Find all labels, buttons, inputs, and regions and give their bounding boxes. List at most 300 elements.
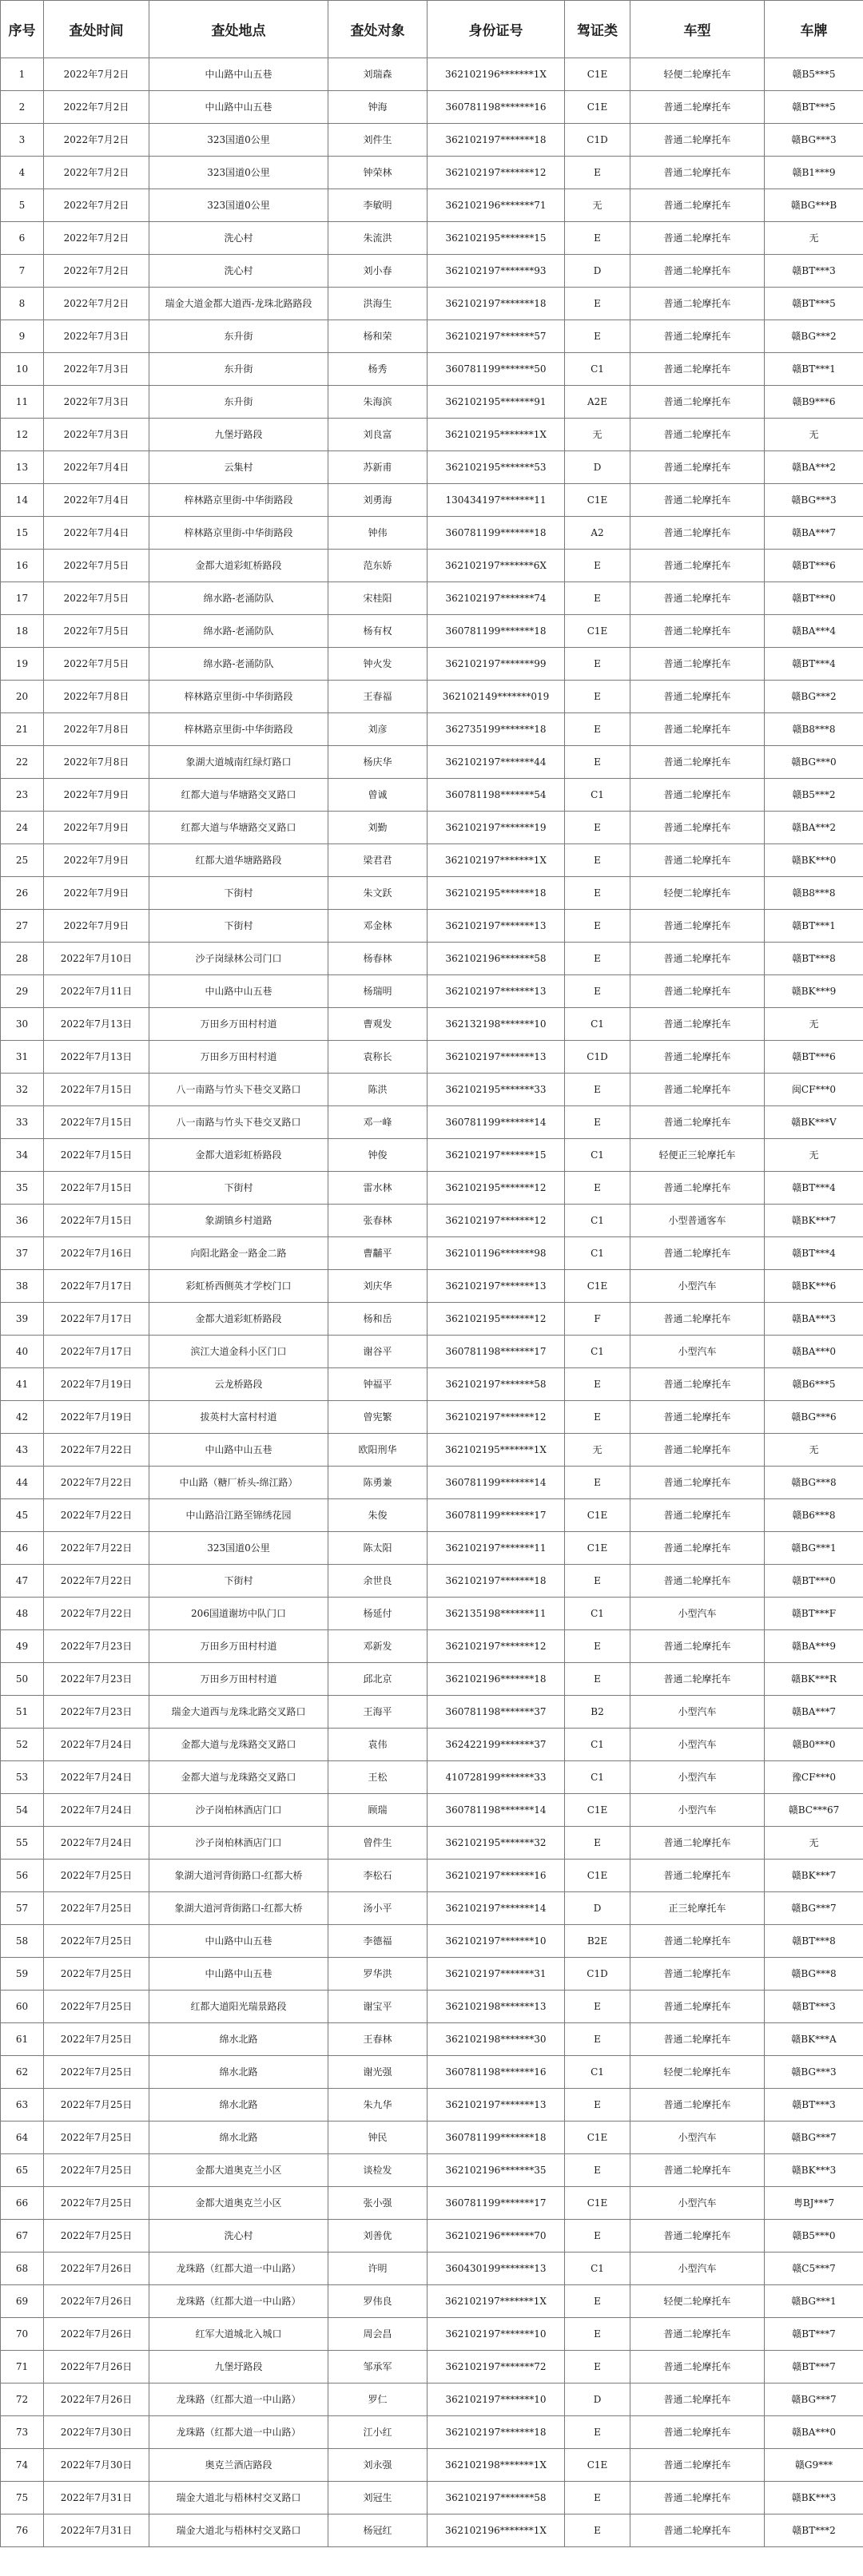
table-header <box>1 1 863 58</box>
cell-license-class: C1D <box>565 124 630 157</box>
cell-license-class: E <box>565 812 630 844</box>
cell-person: 朱文跃 <box>328 877 428 910</box>
table-row <box>1 910 863 943</box>
cell-id-number: 362102197*******13 <box>428 1041 565 1074</box>
cell-id-number: 360781199*******50 <box>428 353 565 386</box>
cell-date: 2022年7月4日 <box>44 484 149 517</box>
cell-index: 26 <box>1 877 44 910</box>
cell-location: 梓林路京里街-中华街路段 <box>149 517 328 550</box>
cell-id-number: 360781198*******37 <box>428 1696 565 1729</box>
cell-person: 刘小春 <box>328 255 428 288</box>
cell-id-number: 362102197*******10 <box>428 2383 565 2416</box>
cell-vehicle-type: 普通二轮摩托车 <box>630 1434 765 1467</box>
cell-id-number: 362102197*******12 <box>428 1630 565 1663</box>
cell-id-number: 362102197*******14 <box>428 1892 565 1925</box>
cell-vehicle-type: 普通二轮摩托车 <box>630 484 765 517</box>
cell-date: 2022年7月23日 <box>44 1696 149 1729</box>
table-row <box>1 386 863 419</box>
cell-plate: 赣BK***R <box>765 1663 863 1696</box>
cell-license-class: C1E <box>565 1532 630 1565</box>
cell-plate: 无 <box>765 222 863 255</box>
table-row <box>1 681 863 713</box>
cell-person: 钟福平 <box>328 1368 428 1401</box>
cell-location: 绵水路-老涌防队 <box>149 648 328 681</box>
cell-id-number: 360781199*******18 <box>428 517 565 550</box>
cell-location: 象湖大道河背街路口-红都大桥 <box>149 1892 328 1925</box>
cell-index: 7 <box>1 255 44 288</box>
cell-location: 奥克兰酒店路段 <box>149 2449 328 2482</box>
cell-index: 5 <box>1 189 44 222</box>
cell-person: 谢光强 <box>328 2056 428 2089</box>
cell-vehicle-type: 普通二轮摩托车 <box>630 746 765 779</box>
cell-license-class: E <box>565 157 630 189</box>
cell-plate: 赣B5***0 <box>765 2220 863 2253</box>
table-row <box>1 1368 863 1401</box>
cell-vehicle-type: 小型汽车 <box>630 1696 765 1729</box>
cell-index: 52 <box>1 1729 44 1761</box>
cell-date: 2022年7月8日 <box>44 681 149 713</box>
table-row <box>1 1630 863 1663</box>
cell-vehicle-type: 小型汽车 <box>630 1794 765 1827</box>
cell-license-class: C1E <box>565 2122 630 2154</box>
cell-index: 4 <box>1 157 44 189</box>
cell-plate: 无 <box>765 419 863 451</box>
table-row <box>1 2285 863 2318</box>
cell-license-class: E <box>565 2514 630 2547</box>
table-row <box>1 2416 863 2449</box>
cell-plate: 赣BK***9 <box>765 975 863 1008</box>
cell-id-number: 362102197*******13 <box>428 1270 565 1303</box>
cell-id-number: 362102197*******58 <box>428 1368 565 1401</box>
cell-index: 13 <box>1 451 44 484</box>
table-row <box>1 1991 863 2023</box>
cell-id-number: 362102197*******12 <box>428 1205 565 1237</box>
table-row <box>1 1205 863 1237</box>
table-row <box>1 2220 863 2253</box>
cell-vehicle-type: 普通二轮摩托车 <box>630 2514 765 2547</box>
cell-id-number: 362102196*******70 <box>428 2220 565 2253</box>
cell-index: 27 <box>1 910 44 943</box>
cell-date: 2022年7月26日 <box>44 2351 149 2383</box>
cell-vehicle-type: 小型汽车 <box>630 2187 765 2220</box>
cell-license-class: 无 <box>565 1434 630 1467</box>
cell-id-number: 362102197*******57 <box>428 320 565 353</box>
cell-location: 绵水路-老涌防队 <box>149 582 328 615</box>
cell-vehicle-type: 普通二轮摩托车 <box>630 844 765 877</box>
cell-location: 红都大道华塘路路段 <box>149 844 328 877</box>
cell-id-number: 360781199*******14 <box>428 1106 565 1139</box>
cell-index: 59 <box>1 1958 44 1991</box>
cell-date: 2022年7月5日 <box>44 550 149 582</box>
cell-license-class: E <box>565 1827 630 1860</box>
cell-person: 刘庆华 <box>328 1270 428 1303</box>
cell-vehicle-type: 普通二轮摩托车 <box>630 2482 765 2514</box>
cell-license-class: E <box>565 2089 630 2122</box>
cell-location: 金都大道奥克兰小区 <box>149 2187 328 2220</box>
table-row <box>1 1598 863 1630</box>
cell-license-class: E <box>565 746 630 779</box>
cell-person: 钟海 <box>328 91 428 124</box>
cell-id-number: 362102197*******18 <box>428 124 565 157</box>
cell-date: 2022年7月19日 <box>44 1401 149 1434</box>
table-row <box>1 157 863 189</box>
cell-id-number: 360781199*******17 <box>428 1499 565 1532</box>
table-row <box>1 255 863 288</box>
cell-date: 2022年7月2日 <box>44 58 149 91</box>
cell-date: 2022年7月23日 <box>44 1630 149 1663</box>
cell-id-number: 360781199*******18 <box>428 2122 565 2154</box>
cell-person: 邓一峰 <box>328 1106 428 1139</box>
cell-license-class: C1 <box>565 1139 630 1172</box>
cell-plate: 赣BG***1 <box>765 1532 863 1565</box>
cell-location: 323国道0公里 <box>149 124 328 157</box>
cell-index: 11 <box>1 386 44 419</box>
cell-vehicle-type: 小型汽车 <box>630 1270 765 1303</box>
cell-date: 2022年7月8日 <box>44 713 149 746</box>
table-row <box>1 1696 863 1729</box>
cell-plate: 赣BA***3 <box>765 1303 863 1336</box>
table-row <box>1 2056 863 2089</box>
cell-id-number: 362102197*******12 <box>428 157 565 189</box>
cell-person: 周会昌 <box>328 2318 428 2351</box>
cell-plate: 赣B6***5 <box>765 1368 863 1401</box>
cell-vehicle-type: 普通二轮摩托车 <box>630 2318 765 2351</box>
cell-id-number: 362102198*******30 <box>428 2023 565 2056</box>
cell-location: 绵水北路 <box>149 2023 328 2056</box>
cell-location: 九堡圩路段 <box>149 2351 328 2383</box>
cell-person: 杨冠红 <box>328 2514 428 2547</box>
cell-date: 2022年7月22日 <box>44 1565 149 1598</box>
header-index: 序号 <box>1 1 44 58</box>
cell-person: 钟火发 <box>328 648 428 681</box>
cell-index: 57 <box>1 1892 44 1925</box>
cell-plate: 赣BT***2 <box>765 2514 863 2547</box>
cell-person: 曹观发 <box>328 1008 428 1041</box>
cell-location: 中山路中山五巷 <box>149 975 328 1008</box>
cell-location: 洗心村 <box>149 222 328 255</box>
cell-index: 56 <box>1 1860 44 1892</box>
cell-index: 34 <box>1 1139 44 1172</box>
cell-vehicle-type: 普通二轮摩托车 <box>630 255 765 288</box>
cell-index: 55 <box>1 1827 44 1860</box>
cell-license-class: E <box>565 1991 630 2023</box>
cell-id-number: 362102196*******1X <box>428 58 565 91</box>
cell-date: 2022年7月25日 <box>44 1958 149 1991</box>
cell-vehicle-type: 普通二轮摩托车 <box>630 288 765 320</box>
cell-date: 2022年7月24日 <box>44 1827 149 1860</box>
cell-license-class: E <box>565 844 630 877</box>
cell-location: 沙子岗绿林公司门口 <box>149 943 328 975</box>
cell-location: 红都大道阳光瑞景路段 <box>149 1991 328 2023</box>
cell-license-class: E <box>565 1401 630 1434</box>
table-row <box>1 451 863 484</box>
cell-location: 下街村 <box>149 910 328 943</box>
cell-location: 九堡圩路段 <box>149 419 328 451</box>
cell-vehicle-type: 普通二轮摩托车 <box>630 1237 765 1270</box>
cell-license-class: E <box>565 2154 630 2187</box>
cell-id-number: 362102195*******12 <box>428 1303 565 1336</box>
cell-location: 下街村 <box>149 877 328 910</box>
table-row <box>1 648 863 681</box>
cell-plate: 赣BT***5 <box>765 91 863 124</box>
table-row <box>1 320 863 353</box>
cell-date: 2022年7月16日 <box>44 1237 149 1270</box>
cell-index: 16 <box>1 550 44 582</box>
cell-date: 2022年7月15日 <box>44 1106 149 1139</box>
cell-vehicle-type: 小型汽车 <box>630 1336 765 1368</box>
cell-id-number: 362102197*******16 <box>428 1860 565 1892</box>
cell-license-class: E <box>565 320 630 353</box>
cell-id-number: 362102195*******12 <box>428 1172 565 1205</box>
cell-person: 曹黼平 <box>328 1237 428 1270</box>
cell-plate: 赣BG***6 <box>765 1401 863 1434</box>
cell-person: 雷水林 <box>328 1172 428 1205</box>
cell-vehicle-type: 普通二轮摩托车 <box>630 451 765 484</box>
cell-person: 王春福 <box>328 681 428 713</box>
cell-location: 瑞金大道金都大道西-龙珠北路路段 <box>149 288 328 320</box>
cell-plate: 赣BT***8 <box>765 943 863 975</box>
cell-location: 万田乡万田村村道 <box>149 1041 328 1074</box>
table-row <box>1 1663 863 1696</box>
table-row <box>1 2449 863 2482</box>
table-row <box>1 615 863 648</box>
cell-index: 75 <box>1 2482 44 2514</box>
cell-index: 18 <box>1 615 44 648</box>
cell-date: 2022年7月3日 <box>44 419 149 451</box>
cell-location: 云集村 <box>149 451 328 484</box>
cell-license-class: B2E <box>565 1925 630 1958</box>
cell-location: 龙珠路（红都大道一中山路） <box>149 2383 328 2416</box>
cell-date: 2022年7月17日 <box>44 1303 149 1336</box>
cell-plate: 赣BG***8 <box>765 1467 863 1499</box>
cell-person: 曾诚 <box>328 779 428 812</box>
cell-date: 2022年7月3日 <box>44 386 149 419</box>
table-row <box>1 1237 863 1270</box>
cell-id-number: 360781199*******18 <box>428 615 565 648</box>
cell-plate: 赣BA***2 <box>765 812 863 844</box>
cell-index: 58 <box>1 1925 44 1958</box>
cell-index: 49 <box>1 1630 44 1663</box>
cell-vehicle-type: 普通二轮摩托车 <box>630 1499 765 1532</box>
header-license-class: 驾证类 <box>565 1 630 58</box>
table-row <box>1 2122 863 2154</box>
cell-person: 袁伟 <box>328 1729 428 1761</box>
cell-vehicle-type: 普通二轮摩托车 <box>630 1303 765 1336</box>
cell-license-class: C1 <box>565 2056 630 2089</box>
cell-index: 72 <box>1 2383 44 2416</box>
cell-plate: 赣BT***3 <box>765 2089 863 2122</box>
table-row <box>1 1106 863 1139</box>
cell-person: 王松 <box>328 1761 428 1794</box>
cell-vehicle-type: 普通二轮摩托车 <box>630 550 765 582</box>
cell-date: 2022年7月25日 <box>44 2220 149 2253</box>
cell-plate: 赣BA***7 <box>765 517 863 550</box>
cell-location: 323国道0公里 <box>149 157 328 189</box>
cell-license-class: D <box>565 2383 630 2416</box>
cell-vehicle-type: 小型汽车 <box>630 1729 765 1761</box>
cell-id-number: 362102195*******1X <box>428 419 565 451</box>
cell-vehicle-type: 普通二轮摩托车 <box>630 713 765 746</box>
cell-location: 绵水北路 <box>149 2056 328 2089</box>
cell-location: 瑞金大道北与梧林村交叉路口 <box>149 2482 328 2514</box>
cell-person: 刘良富 <box>328 419 428 451</box>
cell-vehicle-type: 普通二轮摩托车 <box>630 2089 765 2122</box>
cell-license-class: E <box>565 1106 630 1139</box>
cell-location: 瑞金大道西与龙珠北路交叉路口 <box>149 1696 328 1729</box>
cell-vehicle-type: 普通二轮摩托车 <box>630 1958 765 1991</box>
cell-date: 2022年7月13日 <box>44 1041 149 1074</box>
cell-date: 2022年7月9日 <box>44 910 149 943</box>
cell-id-number: 362102197*******13 <box>428 2089 565 2122</box>
cell-date: 2022年7月8日 <box>44 746 149 779</box>
table-row <box>1 779 863 812</box>
header-date: 查处时间 <box>44 1 149 58</box>
cell-plate: 赣B6***8 <box>765 1499 863 1532</box>
cell-plate: 赣B5***2 <box>765 779 863 812</box>
cell-person: 李德福 <box>328 1925 428 1958</box>
cell-date: 2022年7月31日 <box>44 2482 149 2514</box>
table-row <box>1 746 863 779</box>
cell-license-class: C1 <box>565 1008 630 1041</box>
cell-plate: 赣BT***F <box>765 1598 863 1630</box>
cell-plate: 赣B0***0 <box>765 1729 863 1761</box>
cell-vehicle-type: 普通二轮摩托车 <box>630 189 765 222</box>
cell-vehicle-type: 普通二轮摩托车 <box>630 1008 765 1041</box>
cell-id-number: 362102196*******58 <box>428 943 565 975</box>
cell-vehicle-type: 普通二轮摩托车 <box>630 910 765 943</box>
cell-license-class: E <box>565 550 630 582</box>
cell-index: 29 <box>1 975 44 1008</box>
cell-id-number: 362102195*******1X <box>428 1434 565 1467</box>
cell-vehicle-type: 普通二轮摩托车 <box>630 91 765 124</box>
cell-plate: 赣BT***0 <box>765 582 863 615</box>
table-row <box>1 517 863 550</box>
table-row <box>1 1074 863 1106</box>
cell-location: 323国道0公里 <box>149 189 328 222</box>
cell-location: 万田乡万田村村道 <box>149 1663 328 1696</box>
cell-vehicle-type: 小型汽车 <box>630 1761 765 1794</box>
cell-index: 31 <box>1 1041 44 1074</box>
table-row <box>1 1336 863 1368</box>
cell-index: 25 <box>1 844 44 877</box>
cell-person: 顾瑞 <box>328 1794 428 1827</box>
cell-index: 30 <box>1 1008 44 1041</box>
cell-vehicle-type: 普通二轮摩托车 <box>630 1630 765 1663</box>
cell-date: 2022年7月13日 <box>44 1008 149 1041</box>
cell-plate: 赣BG***1 <box>765 2285 863 2318</box>
cell-date: 2022年7月22日 <box>44 1598 149 1630</box>
cell-person: 余世良 <box>328 1565 428 1598</box>
cell-location: 金都大道彩虹桥路段 <box>149 1139 328 1172</box>
cell-person: 谈检发 <box>328 2154 428 2187</box>
cell-person: 江小红 <box>328 2416 428 2449</box>
cell-license-class: D <box>565 255 630 288</box>
table-row <box>1 2514 863 2547</box>
cell-plate: 赣BT***8 <box>765 1925 863 1958</box>
cell-vehicle-type: 普通二轮摩托车 <box>630 2220 765 2253</box>
cell-index: 50 <box>1 1663 44 1696</box>
cell-date: 2022年7月11日 <box>44 975 149 1008</box>
table-row <box>1 877 863 910</box>
cell-vehicle-type: 普通二轮摩托车 <box>630 386 765 419</box>
cell-plate: 赣BG***2 <box>765 681 863 713</box>
cell-index: 63 <box>1 2089 44 2122</box>
cell-index: 44 <box>1 1467 44 1499</box>
cell-location: 中山路沿江路至锦绣花园 <box>149 1499 328 1532</box>
cell-location: 绵水路-老涌防队 <box>149 615 328 648</box>
table-row <box>1 1467 863 1499</box>
cell-location: 东升街 <box>149 353 328 386</box>
cell-location: 绵水北路 <box>149 2089 328 2122</box>
cell-id-number: 362102197*******74 <box>428 582 565 615</box>
cell-date: 2022年7月25日 <box>44 2187 149 2220</box>
cell-person: 邹承军 <box>328 2351 428 2383</box>
cell-index: 47 <box>1 1565 44 1598</box>
cell-license-class: E <box>565 943 630 975</box>
cell-date: 2022年7月2日 <box>44 222 149 255</box>
cell-person: 许明 <box>328 2253 428 2285</box>
cell-vehicle-type: 普通二轮摩托车 <box>630 419 765 451</box>
table-row <box>1 2351 863 2383</box>
cell-location: 梓林路京里街-中华街路段 <box>149 484 328 517</box>
cell-plate: 赣BG***8 <box>765 1958 863 1991</box>
cell-plate: 赣BT***3 <box>765 1991 863 2023</box>
cell-id-number: 360430199*******13 <box>428 2253 565 2285</box>
cell-location: 中山路（糖厂桥头-绵江路） <box>149 1467 328 1499</box>
cell-id-number: 362102197*******13 <box>428 975 565 1008</box>
cell-date: 2022年7月9日 <box>44 844 149 877</box>
cell-vehicle-type: 普通二轮摩托车 <box>630 1860 765 1892</box>
cell-person: 袁称长 <box>328 1041 428 1074</box>
cell-plate: 闽CF***0 <box>765 1074 863 1106</box>
cell-plate: 赣BT***7 <box>765 2351 863 2383</box>
cell-date: 2022年7月30日 <box>44 2416 149 2449</box>
cell-date: 2022年7月2日 <box>44 91 149 124</box>
cell-plate: 赣BT***4 <box>765 648 863 681</box>
cell-id-number: 362102195*******91 <box>428 386 565 419</box>
cell-vehicle-type: 普通二轮摩托车 <box>630 2351 765 2383</box>
cell-date: 2022年7月26日 <box>44 2383 149 2416</box>
cell-license-class: C1E <box>565 1499 630 1532</box>
table-row <box>1 1172 863 1205</box>
cell-id-number: 362101196*******98 <box>428 1237 565 1270</box>
cell-plate: 赣BG***B <box>765 189 863 222</box>
cell-index: 64 <box>1 2122 44 2154</box>
table-row <box>1 2482 863 2514</box>
cell-date: 2022年7月4日 <box>44 517 149 550</box>
table-row <box>1 58 863 91</box>
cell-location: 下街村 <box>149 1565 328 1598</box>
cell-person: 钟俊 <box>328 1139 428 1172</box>
table-row <box>1 419 863 451</box>
table-row <box>1 975 863 1008</box>
cell-person: 罗伟良 <box>328 2285 428 2318</box>
cell-index: 2 <box>1 91 44 124</box>
table-row <box>1 1958 863 1991</box>
cell-person: 刘冠生 <box>328 2482 428 2514</box>
cell-id-number: 360781198*******54 <box>428 779 565 812</box>
cell-license-class: C1 <box>565 2253 630 2285</box>
cell-location: 206国道谢坊中队门口 <box>149 1598 328 1630</box>
cell-vehicle-type: 普通二轮摩托车 <box>630 2416 765 2449</box>
cell-location: 323国道0公里 <box>149 1532 328 1565</box>
cell-id-number: 362102197*******93 <box>428 255 565 288</box>
cell-license-class: E <box>565 681 630 713</box>
table-row <box>1 1434 863 1467</box>
cell-location: 八一南路与竹头下巷交叉路口 <box>149 1074 328 1106</box>
cell-person: 王海平 <box>328 1696 428 1729</box>
cell-id-number: 360781198*******16 <box>428 91 565 124</box>
